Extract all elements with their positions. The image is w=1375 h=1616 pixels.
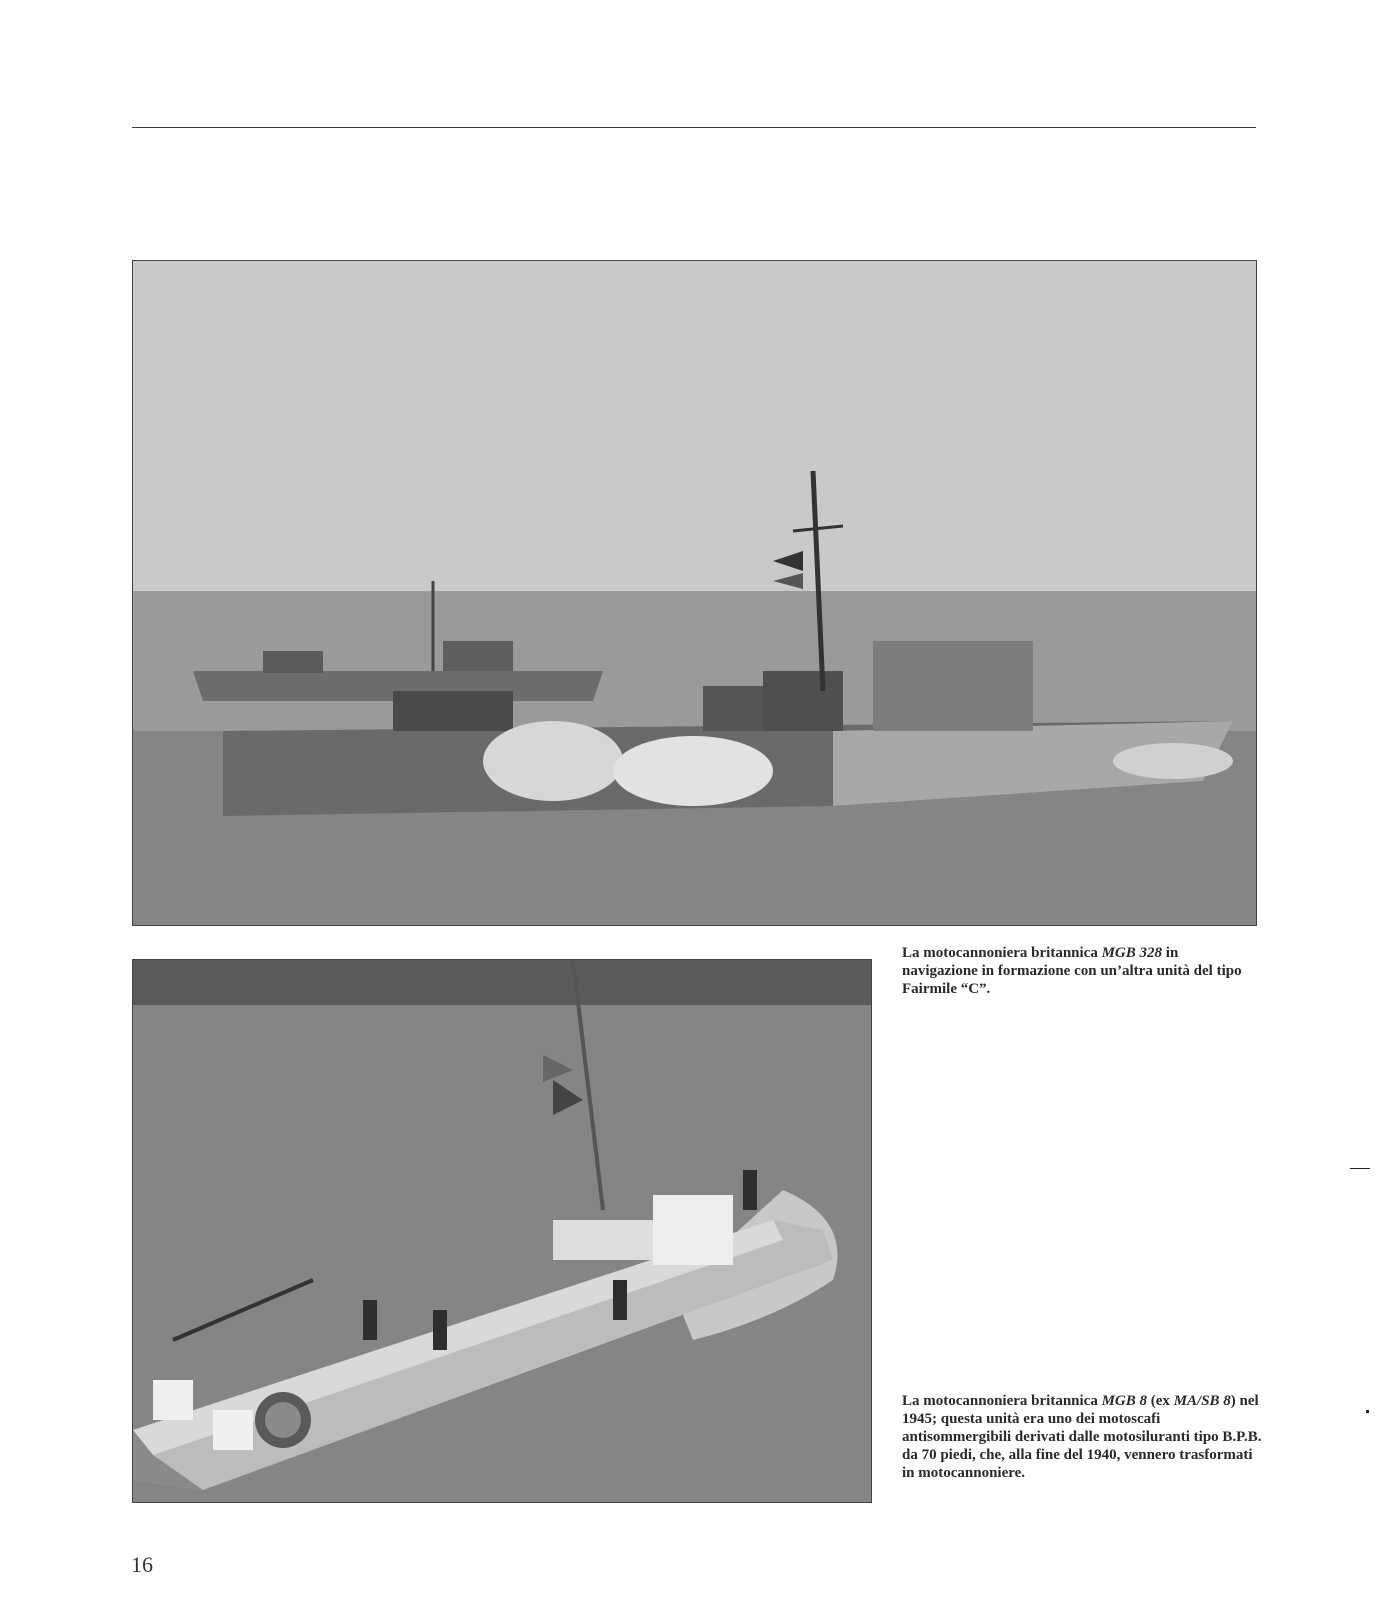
caption-photo-mgb-8: [902, 1392, 1262, 1482]
caption-text: in navigazione in formazione con un’altra unità del tipo Fairmile “C”.: [902, 945, 1242, 997]
crop-mark: [1366, 1410, 1369, 1413]
crop-mark: [1350, 1168, 1370, 1169]
caption-text: La motocannoniera britannica: [902, 945, 1102, 961]
header-rule: [132, 127, 1256, 128]
caption-vessel-name: MGB 8: [1101, 1393, 1148, 1409]
caption-vessel-name: MA/SB 8: [1173, 1393, 1231, 1409]
caption-photo-mgb-328: [902, 944, 1252, 998]
caption-vessel-name: MGB 328: [1101, 945, 1163, 961]
caption-text: ) nel 1945; questa unità era uno dei motoscafi antisommergibili derivati dalle motosiluranti tipo B.P.B. da 70 piedi, che, alla fine del 1940, vennero trasformati in motocannoniere.: [902, 1393, 1262, 1481]
page-number: 16: [131, 1552, 153, 1577]
photo-mgb-328: [132, 260, 1257, 926]
photo-mgb-8: [132, 959, 872, 1503]
caption-text: (ex: [1147, 1393, 1174, 1409]
caption-text: La motocannoniera britannica: [902, 1393, 1102, 1409]
